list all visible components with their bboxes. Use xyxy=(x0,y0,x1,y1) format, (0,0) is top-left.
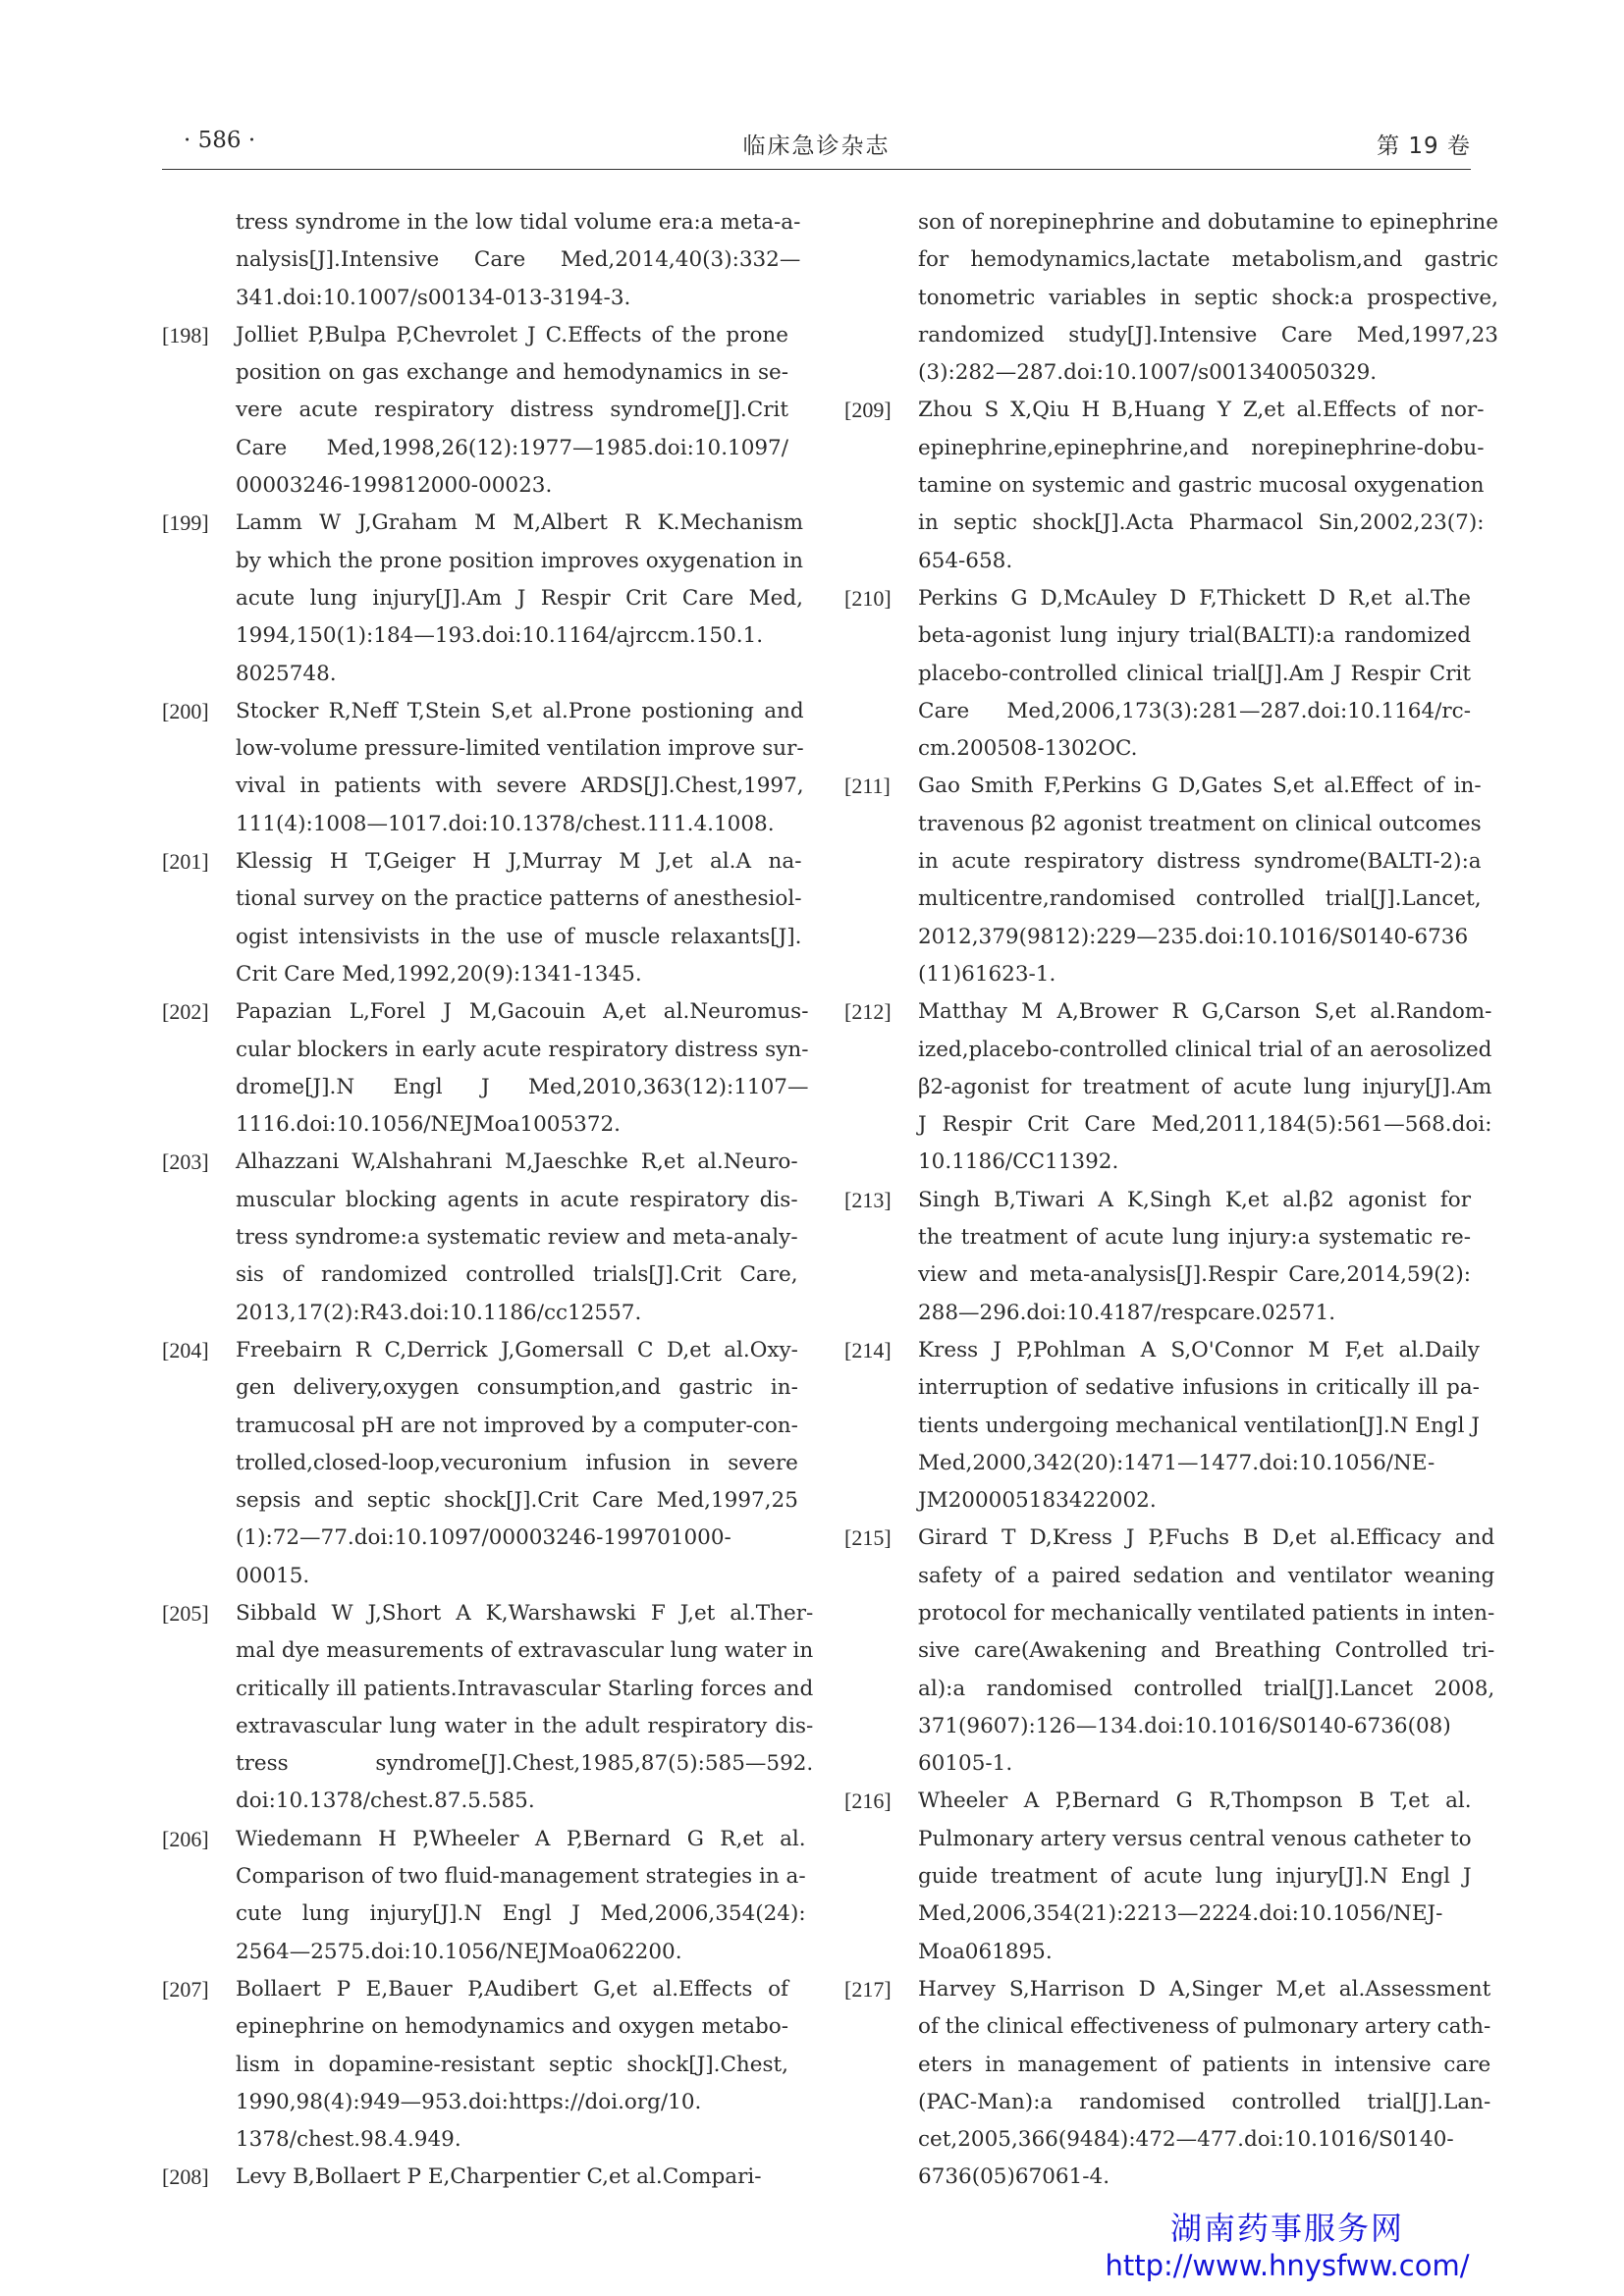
running-header xyxy=(162,126,1471,170)
reference-line: 1116.doi:10.1056/NEJMoa1005372. xyxy=(236,1112,622,1138)
page-number: · 586 · xyxy=(184,128,256,153)
reference-line: in septic shock[J].Acta Pharmacol Sin,2002,23(7): xyxy=(918,510,1485,536)
reference-entry xyxy=(162,1971,788,2159)
reference-entry xyxy=(162,1332,798,1595)
reference-line: nalysis[J].Intensive Care Med,2014,40(3):332— xyxy=(236,247,801,273)
reference-line: beta-agonist lung injury trial(BALTI):a randomized xyxy=(918,623,1471,649)
reference-line: view and meta-analysis[J].Respir Care,2014,59(2): xyxy=(918,1262,1471,1288)
reference-line: Jolliet P,Bulpa P,Chevrolet J C.Effects of the prone xyxy=(236,322,788,347)
reference-line: epinephrine,epinephrine,and norepinephrine-dobu- xyxy=(918,435,1485,460)
reference-number: [215] xyxy=(844,1525,892,1551)
reference-line: 371(9607):126—134.doi:10.1016/S0140-6736(08) xyxy=(918,1713,1451,1738)
reference-line: sive care(Awakening and Breathing Controlled tri- xyxy=(918,1638,1495,1664)
reference-entry xyxy=(844,1332,1480,1520)
reference-text xyxy=(236,505,803,692)
reference-line: Med,2000,342(20):1471—1477.doi:10.1056/NE- xyxy=(918,1450,1435,1475)
reference-line: vere acute respiratory distress syndrome[J].Crit xyxy=(236,398,788,423)
reference-line: cm.200508-1302OC. xyxy=(918,736,1138,762)
reference-line: Levy B,Bollaert P E,Charpentier C,et al.Compari- xyxy=(236,2164,762,2190)
reference-entry xyxy=(162,843,802,993)
reference-line: 111(4):1008—1017.doi:10.1378/chest.111.4.1008. xyxy=(236,811,775,836)
reference-line: in acute respiratory distress syndrome(BALTI-2):a xyxy=(918,849,1482,875)
reference-number: [208] xyxy=(162,2164,209,2190)
reference-line: Perkins G D,McAuley D F,Thickett D R,et al.The xyxy=(918,585,1471,611)
reference-line: Lamm W J,Graham M M,Albert R K.Mechanism xyxy=(236,510,804,536)
reference-line: 10.1186/CC11392. xyxy=(918,1149,1119,1175)
reference-entry xyxy=(844,392,1485,579)
reference-line: Alhazzani W,Alshahrani M,Jaeschke R,et al.Neuro- xyxy=(236,1149,798,1175)
reference-line: 341.doi:10.1007/s00134-013-3194-3. xyxy=(236,285,631,310)
reference-line: placebo-controlled clinical trial[J].Am J Respir Crit xyxy=(918,661,1471,686)
reference-line: Bollaert P E,Bauer P,Audibert G,et al.Effects of xyxy=(236,1976,788,2002)
reference-line: critically ill patients.Intravascular Starling forces and xyxy=(236,1676,814,1701)
watermark-site-name: 湖南药事服务网 xyxy=(1169,2210,1404,2247)
reference-line: the treatment of acute lung injury:a systematic re- xyxy=(918,1225,1471,1251)
reference-text xyxy=(918,1520,1494,1783)
reference-line: extravascular lung water in the adult respiratory dis- xyxy=(236,1713,814,1738)
reference-line: Pulmonary artery versus central venous catheter to xyxy=(918,1826,1472,1851)
reference-line: doi:10.1378/chest.87.5.585. xyxy=(236,1789,535,1814)
reference-line: Singh B,Tiwari A K,Singh K,et al.β2 agonist for xyxy=(918,1187,1471,1212)
reference-line: sepsis and septic shock[J].Crit Care Med,1997,25 xyxy=(236,1488,798,1514)
reference-text xyxy=(236,843,801,993)
reference-line: lism in dopamine-resistant septic shock[J].Chest, xyxy=(236,2052,788,2077)
reference-number: [201] xyxy=(162,849,209,875)
reference-text xyxy=(918,993,1491,1181)
reference-line: 6736(05)67061-4. xyxy=(918,2164,1110,2190)
reference-line: Stocker R,Neff T,Stein S,et al.Prone postioning and xyxy=(236,698,804,723)
reference-line: (11)61623-1. xyxy=(918,961,1056,987)
reference-number: [199] xyxy=(162,510,209,536)
watermark xyxy=(1096,2209,1479,2283)
reference-line: Sibbald W J,Short A K,Warshawski F J,et al.Ther- xyxy=(236,1600,814,1626)
reference-line: JM200005183422002. xyxy=(918,1488,1157,1514)
reference-entry xyxy=(162,317,788,505)
reference-text xyxy=(236,1595,813,1821)
reference-line: Gao Smith F,Perkins G D,Gates S,et al.Effect of in- xyxy=(918,774,1482,799)
reference-text xyxy=(236,1144,798,1331)
reference-text xyxy=(236,993,808,1144)
reference-text xyxy=(918,1182,1471,1332)
reference-line: tress syndrome:a systematic review and meta-analy- xyxy=(236,1225,798,1251)
reference-line: for hemodynamics,lactate metabolism,and gastric xyxy=(918,247,1498,273)
reference-line: (3):282—287.doi:10.1007/s001340050329. xyxy=(918,360,1378,386)
reference-text xyxy=(918,204,1498,392)
reference-text xyxy=(918,768,1482,993)
reference-entry xyxy=(844,1783,1471,1970)
reference-line: ized,placebo-controlled clinical trial of an aerosolized xyxy=(918,1037,1492,1062)
reference-number: [207] xyxy=(162,1976,209,2002)
reference-number: [210] xyxy=(844,585,892,611)
references-right-column xyxy=(844,204,1498,2197)
reference-text xyxy=(918,580,1471,768)
reference-number: [211] xyxy=(844,774,891,799)
reference-number: [214] xyxy=(844,1337,892,1362)
reference-line: Wiedemann H P,Wheeler A P,Bernard G R,et al. xyxy=(236,1826,806,1851)
reference-line: epinephrine on hemodynamics and oxygen metabo- xyxy=(236,2014,788,2040)
reference-line: vival in patients with severe ARDS[J].Chest,1997, xyxy=(236,774,804,799)
reference-line: tress syndrome[J].Chest,1985,87(5):585—592. xyxy=(236,1751,814,1777)
reference-line: tamine on systemic and gastric mucosal oxygenation xyxy=(918,473,1485,499)
reference-line: 1378/chest.98.4.949. xyxy=(236,2127,461,2153)
reference-line: ogist intensivists in the use of muscle relaxants[J]. xyxy=(236,924,802,949)
reference-line: tients undergoing mechanical ventilation[J].N Engl J xyxy=(918,1413,1480,1438)
reference-line: cular blockers in early acute respiratory distress syn- xyxy=(236,1037,809,1062)
reference-line: Kress J P,Pohlman A S,O'Connor M F,et al.Daily xyxy=(918,1337,1480,1362)
reference-entry xyxy=(162,993,809,1144)
reference-entry xyxy=(162,1144,798,1331)
reference-line: tress syndrome in the low tidal volume era:a meta-a- xyxy=(236,210,801,235)
reference-line: guide treatment of acute lung injury[J].N Engl J xyxy=(918,1864,1472,1890)
reference-line: 2012,379(9812):229—235.doi:10.1016/S0140-6736 xyxy=(918,924,1469,949)
reference-number: [205] xyxy=(162,1600,209,1626)
reference-number: [217] xyxy=(844,1976,892,2002)
reference-line: safety of a paired sedation and ventilator weaning xyxy=(918,1563,1495,1588)
reference-line: of the clinical effectiveness of pulmonary artery cath- xyxy=(918,2014,1491,2040)
reference-line: Moa061895. xyxy=(918,1939,1053,1964)
reference-line: Freebairn R C,Derrick J,Gomersall C D,et al.Oxy- xyxy=(236,1337,798,1362)
reference-line: Care Med,2006,173(3):281—287.doi:10.1164/rc- xyxy=(918,698,1471,723)
reference-number: [213] xyxy=(844,1187,892,1212)
reference-line: 1994,150(1):184—193.doi:10.1164/ajrccm.150.1. xyxy=(236,623,764,649)
reference-entry xyxy=(844,1182,1471,1332)
reference-line: (1):72—77.doi:10.1097/00003246-199701000- xyxy=(236,1525,731,1551)
reference-text xyxy=(236,1971,788,2159)
reference-line: cet,2005,366(9484):472—477.doi:10.1016/S0140- xyxy=(918,2127,1454,2153)
reference-line: Care Med,1998,26(12):1977—1985.doi:10.1097/ xyxy=(236,435,788,460)
reference-line: Wheeler A P,Bernard G R,Thompson B T,et al. xyxy=(918,1789,1472,1814)
reference-line: trolled,closed-loop,vecuronium infusion in severe xyxy=(236,1450,798,1475)
reference-line: 2564—2575.doi:10.1056/NEJMoa062200. xyxy=(236,1939,682,1964)
reference-line: interruption of sedative infusions in critically ill pa- xyxy=(918,1375,1480,1401)
reference-number: [204] xyxy=(162,1337,209,1362)
reference-line: sis of randomized controlled trials[J].Crit Care, xyxy=(236,1262,798,1288)
reference-entry xyxy=(844,1971,1491,2197)
reference-line: 8025748. xyxy=(236,661,337,686)
reference-line: J Respir Crit Care Med,2011,184(5):561—568.doi: xyxy=(918,1112,1492,1138)
reference-number: [216] xyxy=(844,1789,892,1814)
reference-text xyxy=(236,1821,806,1971)
reference-line: al):a randomised controlled trial[J].Lancet 2008, xyxy=(918,1676,1495,1701)
reference-line: protocol for mechanically ventilated patients in inten- xyxy=(918,1600,1495,1626)
reference-number: [200] xyxy=(162,698,209,723)
reference-number: [198] xyxy=(162,322,209,347)
reference-line: Matthay M A,Brower R G,Carson S,et al.Random- xyxy=(918,999,1492,1025)
reference-line: by which the prone position improves oxygenation in xyxy=(236,548,804,573)
reference-line: 00003246-199812000-00023. xyxy=(236,473,553,499)
reference-entry xyxy=(162,693,804,843)
reference-number: [203] xyxy=(162,1149,209,1175)
reference-number: [209] xyxy=(844,398,892,423)
reference-line: Klessig H T,Geiger H J,Murray M J,et al.A na- xyxy=(236,849,802,875)
volume-label: 第 19 卷 xyxy=(1377,133,1471,159)
reference-line: son of norepinephrine and dobutamine to epinephrine xyxy=(918,210,1498,235)
reference-text xyxy=(236,693,804,843)
reference-text xyxy=(918,1783,1472,1970)
reference-line: cute lung injury[J].N Engl J Med,2006,354(24): xyxy=(236,1901,806,1927)
reference-line: travenous β2 agonist treatment on clinical outcomes xyxy=(918,811,1482,836)
journal-title: 临床急诊杂志 xyxy=(742,133,891,159)
reference-entry xyxy=(162,1821,806,1971)
reference-entry xyxy=(162,2159,788,2196)
reference-line: 1990,98(4):949—953.doi:https://doi.org/10. xyxy=(236,2089,702,2114)
reference-line: 288—296.doi:10.4187/respcare.02571. xyxy=(918,1300,1336,1325)
reference-entry xyxy=(162,204,801,317)
reference-text xyxy=(236,2159,788,2196)
reference-text xyxy=(236,317,788,505)
reference-line: position on gas exchange and hemodynamics in se- xyxy=(236,360,788,386)
reference-text xyxy=(918,392,1484,579)
reference-entry xyxy=(162,505,804,692)
reference-line: Harvey S,Harrison D A,Singer M,et al.Assessment xyxy=(918,1976,1491,2002)
reference-line: 2013,17(2):R43.doi:10.1186/cc12557. xyxy=(236,1300,642,1325)
reference-line: 654-658. xyxy=(918,548,1013,573)
reference-line: Zhou S X,Qiu H B,Huang Y Z,et al.Effects of nor- xyxy=(918,398,1485,423)
reference-entry xyxy=(844,1520,1495,1783)
reference-line: 60105-1. xyxy=(918,1751,1013,1777)
reference-line: mal dye measurements of extravascular lung water in xyxy=(236,1638,814,1664)
reference-entry xyxy=(162,1595,814,1821)
reference-entry xyxy=(844,204,1498,392)
reference-line: Comparison of two fluid-management strategies in a- xyxy=(236,1864,806,1890)
reference-line: low-volume pressure-limited ventilation improve sur- xyxy=(236,736,804,762)
reference-line: drome[J].N Engl J Med,2010,363(12):1107— xyxy=(236,1074,809,1099)
reference-line: (PAC-Man):a randomised controlled trial[J].Lan- xyxy=(918,2089,1491,2114)
reference-entry xyxy=(844,993,1492,1181)
reference-line: 00015. xyxy=(236,1563,310,1588)
reference-text xyxy=(918,1332,1480,1520)
watermark-url: http://www.hnysfww.com/ xyxy=(1105,2249,1470,2282)
references-left-column xyxy=(162,204,814,2197)
reference-line: acute lung injury[J].Am J Respir Crit Care Med, xyxy=(236,585,804,611)
reference-line: muscular blocking agents in acute respiratory dis- xyxy=(236,1187,798,1212)
reference-number: [212] xyxy=(844,999,892,1025)
reference-line: multicentre,randomised controlled trial[J].Lancet, xyxy=(918,886,1482,912)
reference-text xyxy=(236,204,800,317)
reference-number: [206] xyxy=(162,1826,209,1851)
reference-line: Crit Care Med,1992,20(9):1341-1345. xyxy=(236,961,642,987)
reference-text xyxy=(918,1971,1490,2197)
reference-entry xyxy=(844,768,1482,993)
reference-line: randomized study[J].Intensive Care Med,1997,23 xyxy=(918,322,1498,347)
reference-number: [202] xyxy=(162,999,209,1025)
reference-line: tramucosal pH are not improved by a computer-con- xyxy=(236,1413,798,1438)
reference-line: β2-agonist for treatment of acute lung injury[J].Am xyxy=(918,1074,1492,1099)
reference-text xyxy=(236,1332,798,1595)
reference-line: tonometric variables in septic shock:a prospective, xyxy=(918,285,1498,310)
reference-line: Med,2006,354(21):2213—2224.doi:10.1056/NEJ- xyxy=(918,1901,1443,1927)
reference-line: Girard T D,Kress J P,Fuchs B D,et al.Efficacy and xyxy=(918,1525,1495,1551)
reference-line: tional survey on the practice patterns of anesthesiol- xyxy=(236,886,802,912)
reference-line: eters in management of patients in intensive care xyxy=(918,2052,1491,2077)
reference-entry xyxy=(844,580,1471,768)
reference-line: Papazian L,Forel J M,Gacouin A,et al.Neuromus- xyxy=(236,999,809,1025)
reference-line: gen delivery,oxygen consumption,and gastric in- xyxy=(236,1375,798,1401)
